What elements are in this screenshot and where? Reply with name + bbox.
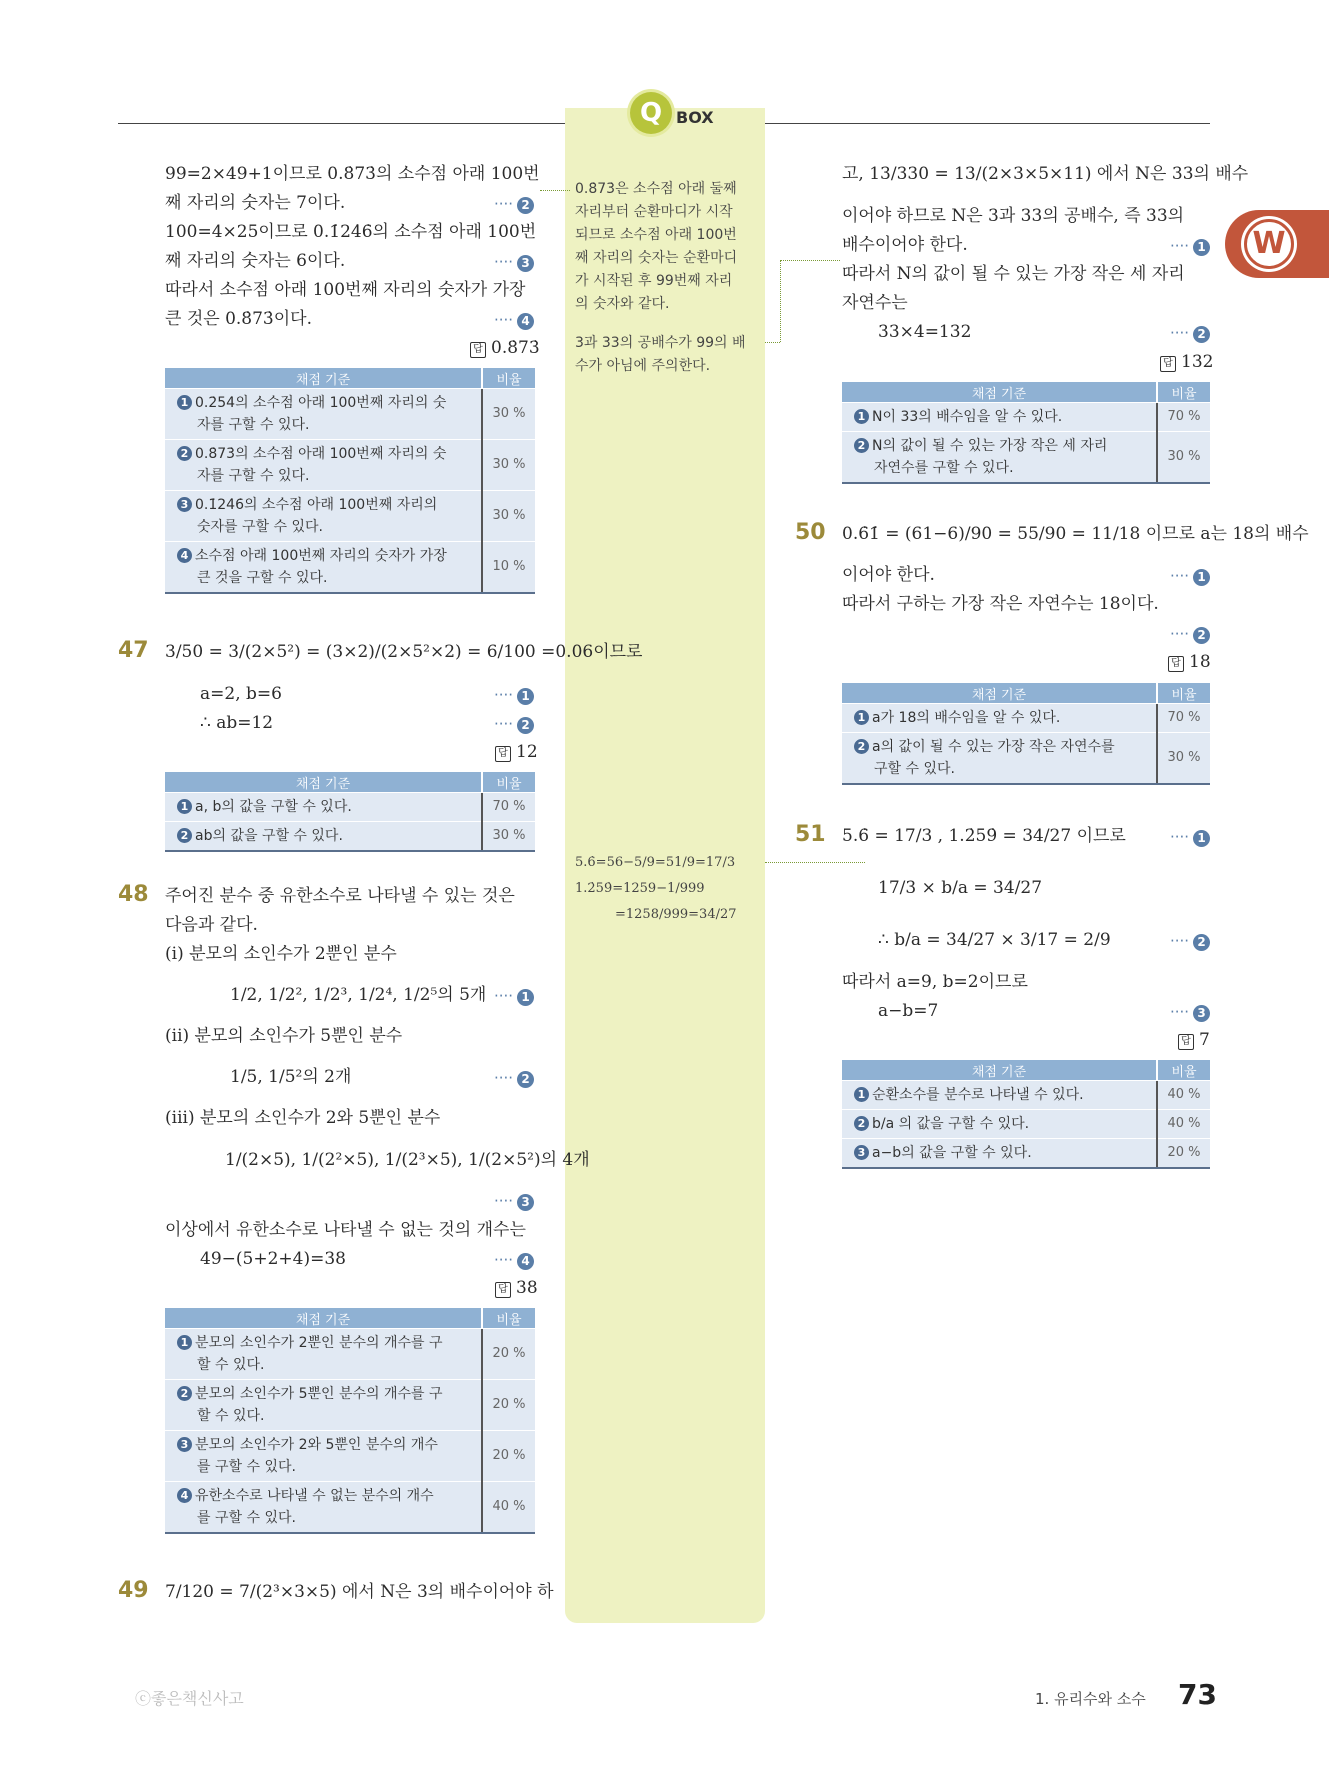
step-marker: ···· 2 bbox=[1170, 932, 1210, 951]
qbox-calc: 5.6̇=56−5/9=51/9=17/3 1.2̇59̇=1259−1/999 =1258/999=34/27 bbox=[575, 855, 737, 922]
problem-number: 51 bbox=[795, 822, 826, 847]
w-logo-icon: W bbox=[1244, 219, 1294, 269]
step-marker: ···· 1 bbox=[1170, 828, 1210, 847]
step-marker: ···· 1 bbox=[1170, 567, 1210, 586]
step-marker: ···· 1 bbox=[494, 987, 534, 1006]
step-marker: ···· 2 bbox=[1170, 324, 1210, 343]
step-marker: ···· 1 bbox=[1170, 237, 1210, 256]
answer-icon: 답 bbox=[1178, 1034, 1194, 1050]
step-marker: ···· 2 bbox=[1170, 625, 1210, 644]
chapter-title: 1. 유리수와 소수 bbox=[1035, 1690, 1146, 1708]
step-marker: ···· 3 bbox=[1170, 1003, 1210, 1022]
scoring-table: 채점 기준 비율 1 a가 18의 배수임을 알 수 있다. 70 % 2 a의 값이 될 수 있는 가장 작은 자연수를 구할 수 있다. 30 % bbox=[842, 683, 1210, 785]
scoring-table: 채점 기준 비율 1 분모의 소인수가 2뿐인 분수의 개수를 구 할 수 있다. 20 % 2 분모의 소인수가 5뿐인 분수의 개수를 구 할 수 있다. 20 % 3 분모의 소인수가 2와 5뿐인 분수의 개수 를 구할 수 있다. 20 % 4 유한소수로 나타낼 수 없는 분수의 개수 를 구할 수 있다. 40 % bbox=[165, 1308, 535, 1534]
equation: 3/50 = 3/(2×5²) = (3×2)/(2×5²×2) = 6/100 =0.06이므로 bbox=[165, 642, 643, 662]
qbox-note-1: 0.8̇73̇은 소수점 아래 둘째 자리부터 순환마디가 시작 되므로 소수점 아래 100번 째 자리의 숫자는 순환마디 가 시작된 후 99번째 자리 의 숫자와 같다. bbox=[575, 181, 738, 312]
answer: 답 7 bbox=[1178, 1030, 1210, 1050]
answer: 답 0.8̇73̇ bbox=[470, 338, 540, 358]
scoring-table: 채점 기준 비율 1 순환소수를 분수로 나타낼 수 있다. 40 % 2 b/a 의 값을 구할 수 있다. 40 % 3 a−b의 값을 구할 수 있다. 20 % bbox=[842, 1060, 1210, 1169]
answer-icon: 답 bbox=[495, 1282, 511, 1298]
step-marker: ···· 3 bbox=[494, 253, 534, 272]
qbox-label: BOX bbox=[676, 108, 714, 127]
step-marker: ···· 2 bbox=[494, 1069, 534, 1088]
answer: 답 12 bbox=[495, 742, 538, 762]
step-marker: ···· 1 bbox=[494, 686, 534, 705]
answer-icon: 답 bbox=[470, 342, 486, 358]
scoring-table: 채점 기준 비율 1 0.2̇54̇의 소수점 아래 100번째 자리의 숫 자를 구할 수 있다. 30 % 2 0.8̇73̇의 소수점 아래 100번째 자리의 숫 자를 구할 수 있다. 30 % 3 0.1̇24̇6̇의 소수점 아래 100번째 자리의 숫자를 구할 수 있다. 30 % 4 소수점 아래 100번째 자리의 숫자가 가장 큰 것을 구할 수 있다. 10 % bbox=[165, 368, 535, 594]
step-marker: ···· 4 bbox=[494, 311, 534, 330]
answer: 답 132 bbox=[1160, 352, 1213, 372]
answer-icon: 답 bbox=[495, 746, 511, 762]
step-marker: ···· 3 bbox=[494, 1192, 534, 1211]
answer: 답 38 bbox=[495, 1278, 538, 1298]
qbox-badge: Q bbox=[630, 92, 672, 134]
publisher-credit: ⓒ좋은책신사고 bbox=[135, 1689, 244, 1708]
step-marker: ···· 2 bbox=[494, 715, 534, 734]
answer-icon: 답 bbox=[1168, 656, 1184, 672]
scoring-table: 채점 기준 비율 1 a, b의 값을 구할 수 있다. 70 % 2 ab의 값을 구할 수 있다. 30 % bbox=[165, 772, 535, 852]
answer-icon: 답 bbox=[1160, 356, 1176, 372]
equation: 7/120 = 7/(2³×3×5) 에서 N은 3의 배수이어야 하 bbox=[165, 1582, 554, 1602]
step-marker: ···· 2 bbox=[494, 195, 534, 214]
answer: 답 18 bbox=[1168, 652, 1211, 672]
problem-number: 50 bbox=[795, 520, 826, 545]
scoring-table: 채점 기준 비율 1 N이 33의 배수임을 알 수 있다. 70 % 2 N의 값이 될 수 있는 가장 작은 세 자리 자연수를 구할 수 있다. 30 % bbox=[842, 382, 1210, 484]
problem-number: 49 bbox=[118, 1578, 149, 1603]
problem-number: 47 bbox=[118, 638, 149, 663]
page-number: 73 bbox=[1178, 1678, 1217, 1711]
qbox-note-2: 3과 33의 공배수가 99의 배 수가 아님에 주의한다. bbox=[575, 335, 746, 374]
problem-number: 48 bbox=[118, 882, 149, 907]
step-marker: ···· 4 bbox=[494, 1251, 534, 1270]
